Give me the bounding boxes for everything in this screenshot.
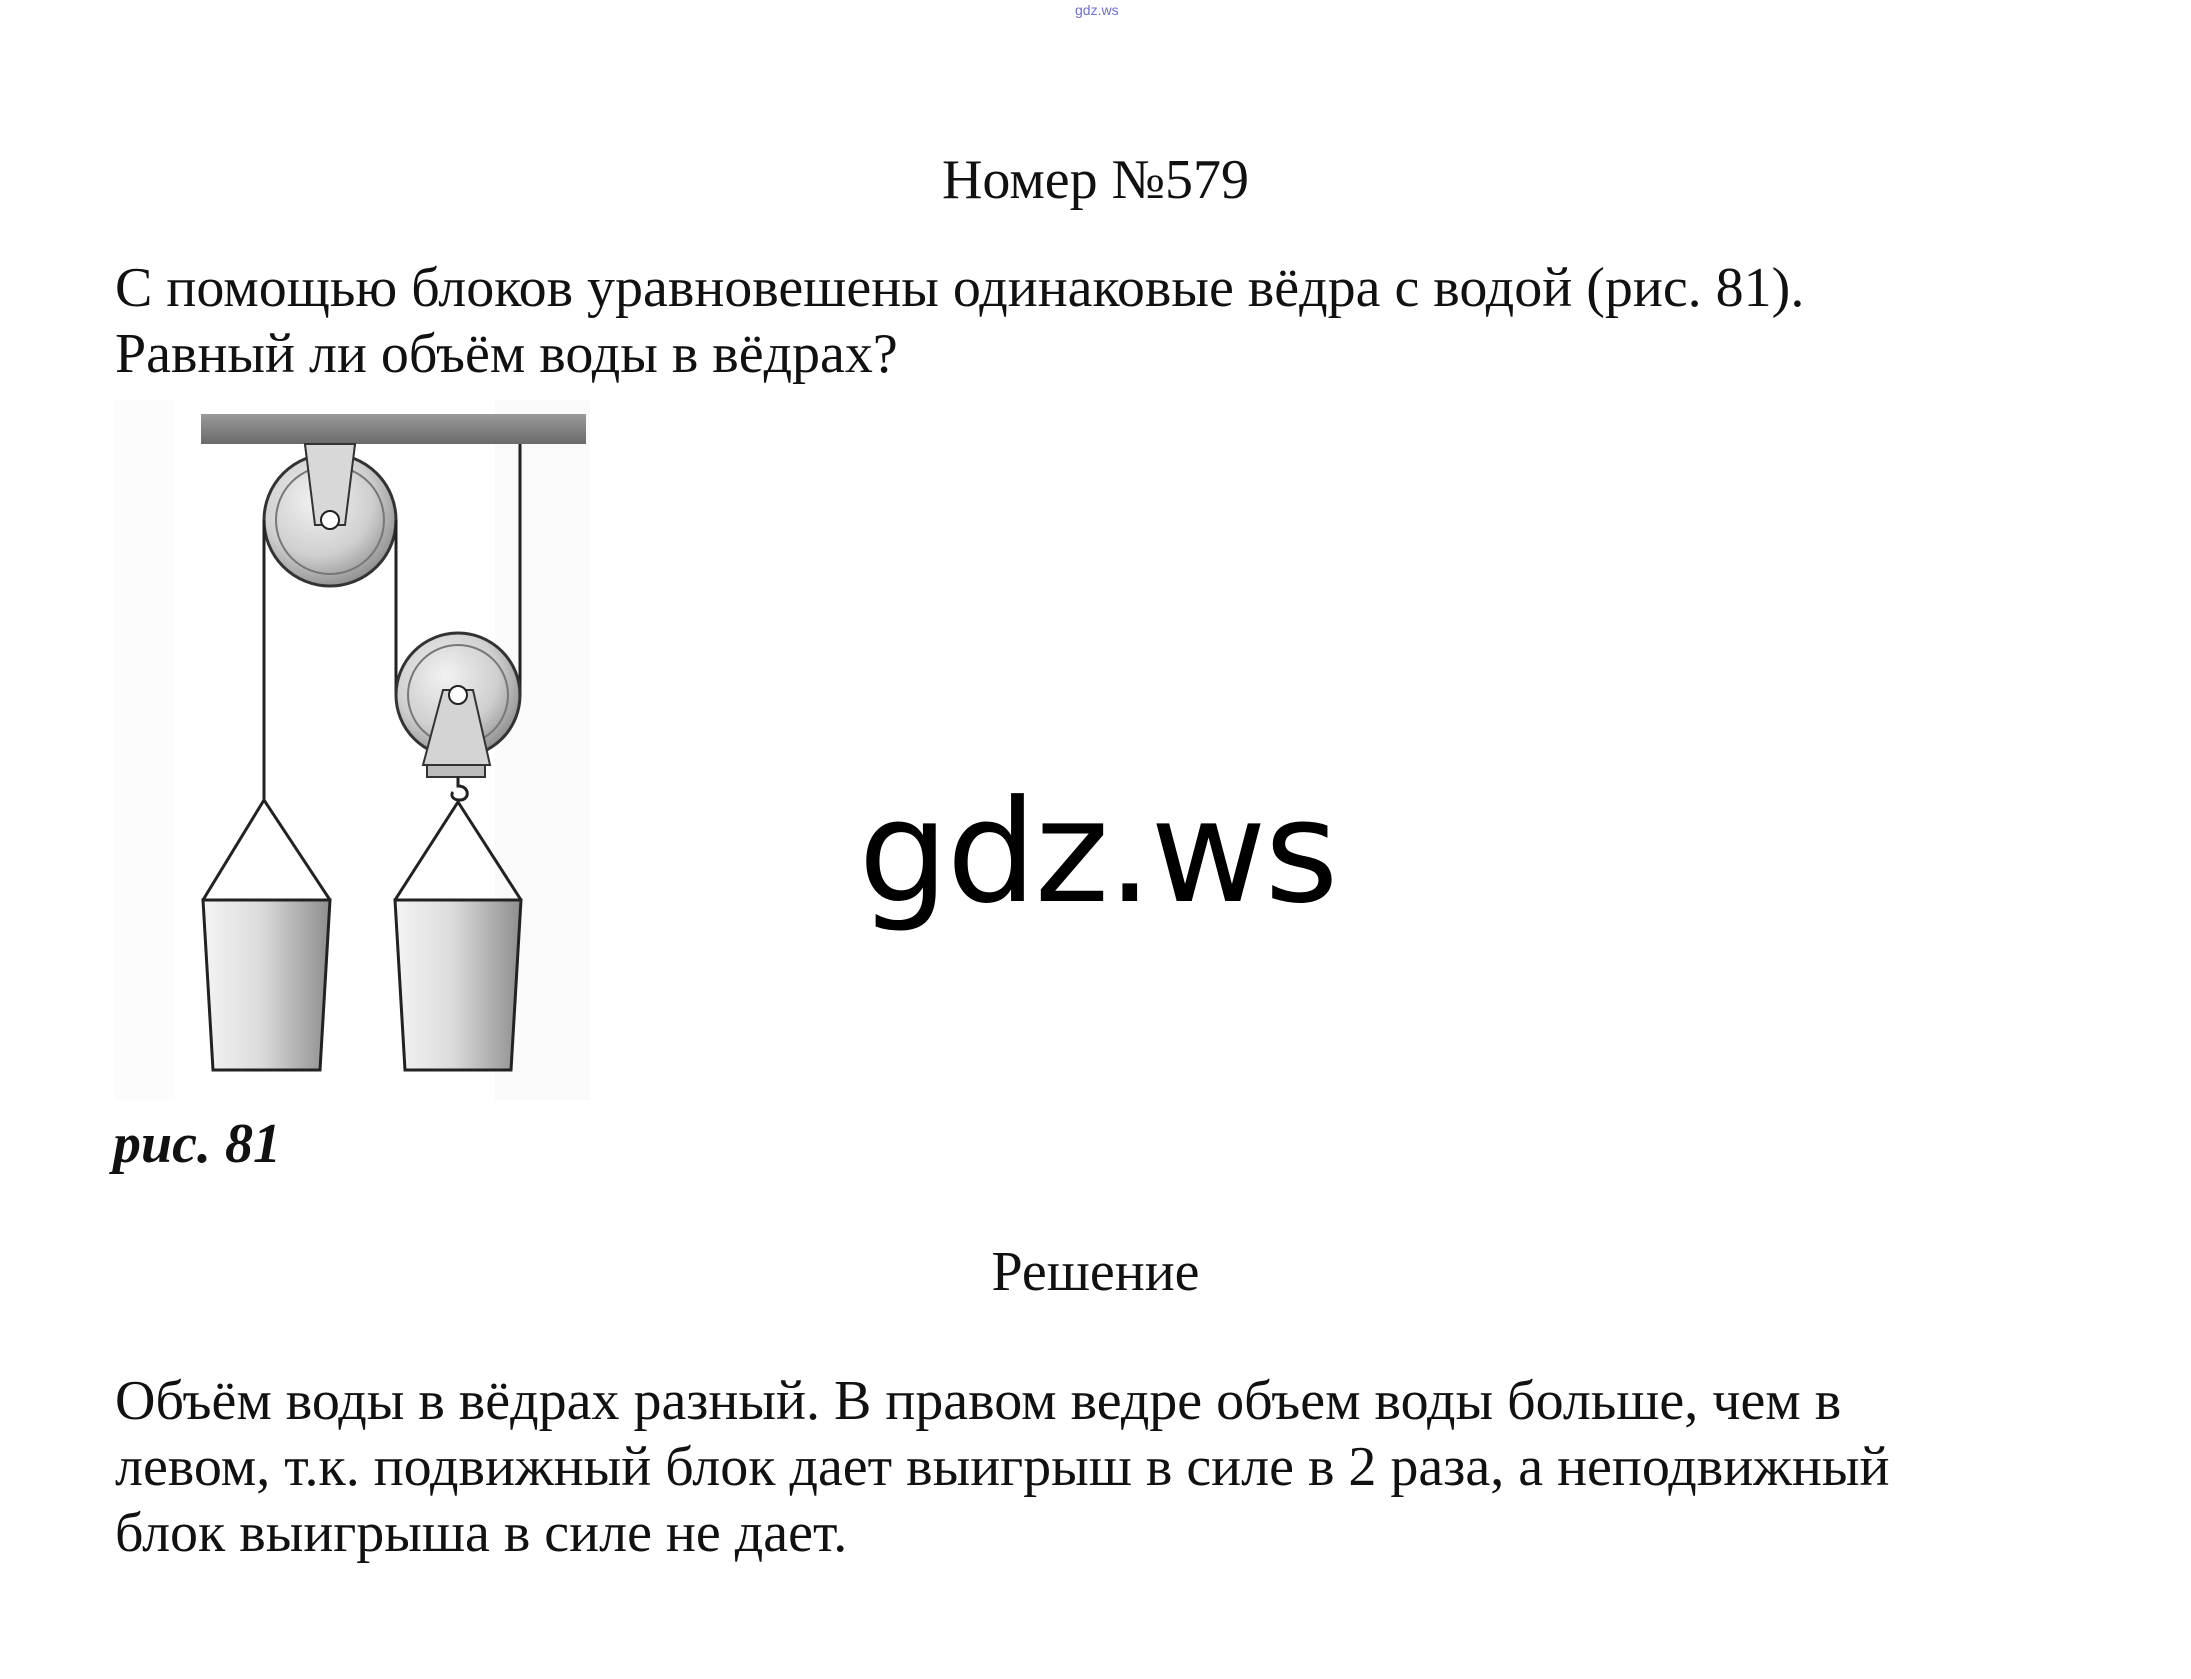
- problem-statement: [115, 255, 2115, 387]
- solution-line: левом, т.к. подвижный блок дает выигрыш в силе в 2 раза, а неподвижный: [115, 1436, 1890, 1498]
- fixed-pulley-axle: [321, 511, 339, 529]
- ceiling-beam: [201, 414, 586, 444]
- top-site-mark: gdz.ws: [1075, 2, 1119, 18]
- solution-line: Объём воды в вёдрах разный. В правом ведре объем воды больше, чем в: [115, 1370, 1842, 1432]
- problem-line: С помощью блоков уравновешены одинаковые вёдра с водой (рис. 81).: [115, 257, 1805, 319]
- problem-title: Номер №579: [941, 149, 1250, 211]
- problem-line: Равный ли объём воды в вёдрах?: [115, 323, 898, 385]
- solution-heading: Решение: [991, 1241, 1200, 1303]
- movable-pulley-axle: [449, 686, 467, 704]
- figure-caption: рис. 81: [113, 1113, 281, 1175]
- solution-line: блок выигрыша в силе не дает.: [115, 1502, 848, 1564]
- watermark: gdz.ws: [858, 770, 1337, 935]
- pulley-figure: [115, 390, 595, 1110]
- pulley-system-illustration: [115, 390, 595, 1110]
- solution-text: [115, 1368, 2115, 1566]
